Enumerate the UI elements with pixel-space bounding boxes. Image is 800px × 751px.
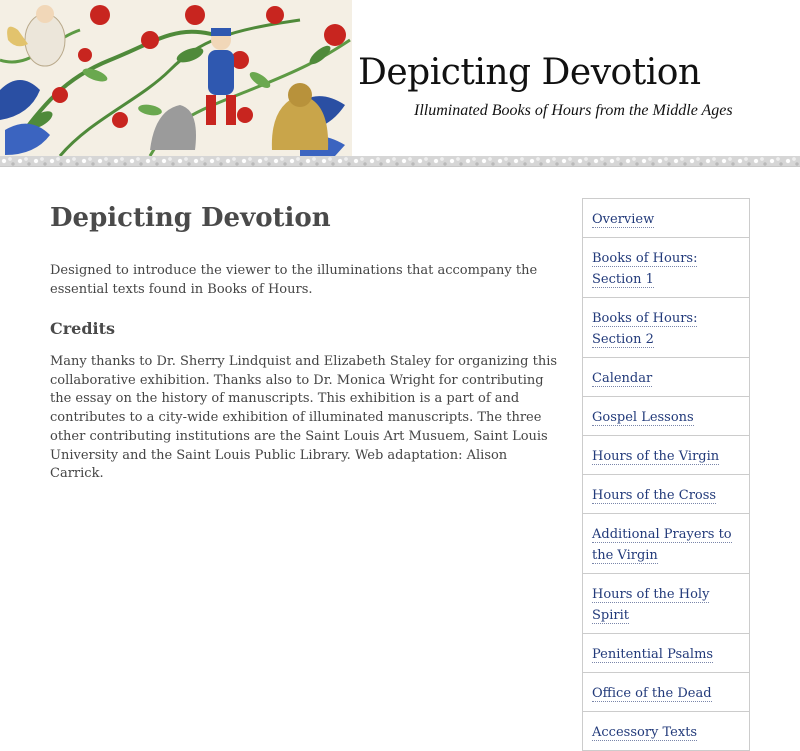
sidebar-item-accessory-texts bbox=[583, 712, 749, 751]
credits-heading: Credits bbox=[50, 319, 116, 338]
nav-link-additional-prayers[interactable]: Additional Prayers to the Virgin bbox=[592, 527, 732, 563]
nav-link-accessory-texts[interactable]: Accessory Texts bbox=[592, 725, 698, 740]
illuminated-border-image bbox=[0, 0, 352, 156]
nav-link-office-of-the-dead[interactable]: Office of the Dead bbox=[592, 686, 712, 701]
nav-link-books-of-hours-section-1[interactable]: Books of Hours: Section 1 bbox=[592, 251, 698, 287]
nav-link-gospel-lessons[interactable]: Gospel Lessons bbox=[592, 410, 694, 425]
sidebar-item-books-of-hours-section-2 bbox=[583, 298, 749, 358]
sidebar-item-hours-of-the-cross bbox=[583, 475, 749, 514]
nav-link-hours-of-the-holy-spirit[interactable]: Hours of the Holy Spirit bbox=[592, 587, 710, 623]
nav-link-penitential-psalms[interactable]: Penitential Psalms bbox=[592, 647, 714, 662]
nav-link-calendar[interactable]: Calendar bbox=[592, 371, 653, 386]
sidebar-item-penitential-psalms bbox=[583, 634, 749, 673]
main-content bbox=[50, 200, 560, 482]
sidebar-item-gospel-lessons bbox=[583, 397, 749, 436]
page-title: Depicting Devotion bbox=[50, 203, 331, 233]
nav-link-books-of-hours-section-2[interactable]: Books of Hours: Section 2 bbox=[592, 311, 698, 347]
nav-link-hours-of-the-cross[interactable]: Hours of the Cross bbox=[592, 488, 717, 503]
lace-divider bbox=[0, 156, 800, 167]
sidebar-item-hours-of-the-virgin bbox=[583, 436, 749, 475]
sidebar-item-office-of-the-dead bbox=[583, 673, 749, 712]
nav-link-overview[interactable]: Overview bbox=[592, 212, 655, 227]
site-subtitle: Illuminated Books of Hours from the Middle Ages bbox=[414, 102, 733, 119]
sidebar-item-hours-of-the-holy-spirit bbox=[583, 574, 749, 634]
intro-text: Designed to introduce the viewer to the illuminations that accompany the essential texts found in Books of Hours. bbox=[50, 263, 538, 297]
site-banner bbox=[0, 0, 800, 156]
sidebar-nav bbox=[582, 198, 750, 751]
sidebar-item-calendar bbox=[583, 358, 749, 397]
sidebar-item-books-of-hours-section-1 bbox=[583, 238, 749, 298]
sidebar-item-overview bbox=[583, 199, 749, 238]
site-title: Depicting Devotion bbox=[358, 52, 701, 93]
nav-link-hours-of-the-virgin[interactable]: Hours of the Virgin bbox=[592, 449, 720, 464]
sidebar-item-additional-prayers bbox=[583, 514, 749, 574]
credits-text: Many thanks to Dr. Sherry Lindquist and Elizabeth Staley for organizing this collaborative exhibition. Thanks also to Dr. Monica Wright for contributing the essay on the history of manuscripts. This exhibition is a part of and contributes to a city-wide exhibition of illuminated manuscripts. The three other contributing institutions are the Saint Louis Art Musuem, Saint Louis University and the Saint Louis Public Library. Web adaptation: Alison Carrick. bbox=[50, 354, 558, 482]
